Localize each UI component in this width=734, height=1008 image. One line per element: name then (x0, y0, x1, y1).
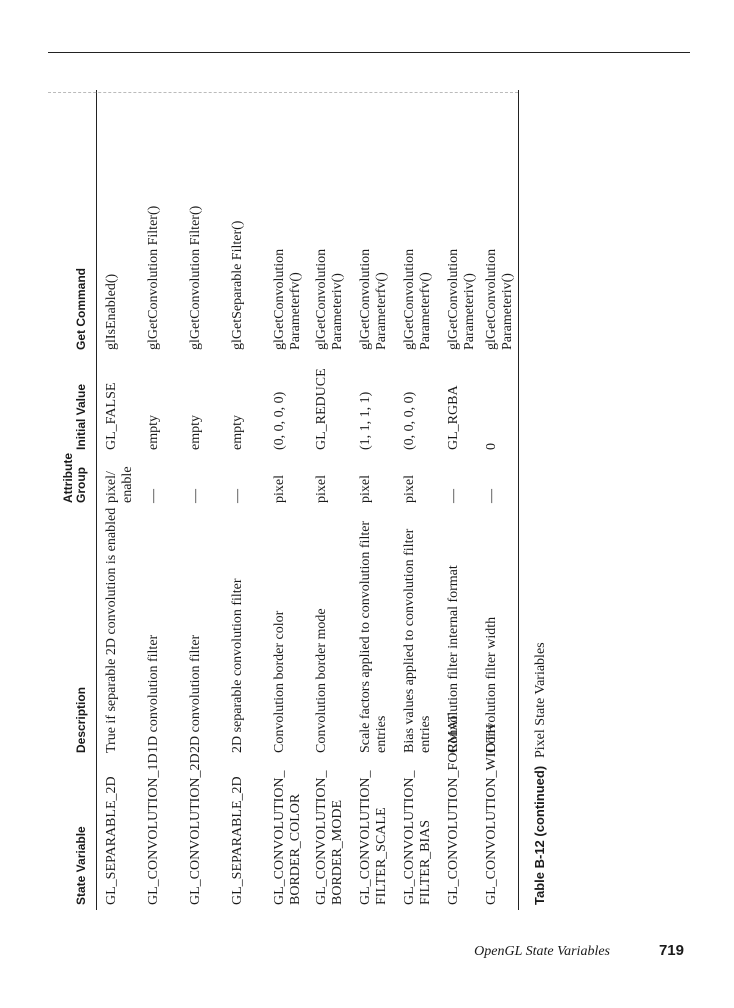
cell-state-variable: GL_CONVOLUTION_WIDTH (484, 723, 499, 905)
cell-get-command: glGetConvolution Filter() (146, 205, 161, 350)
page-number: 719 (658, 942, 684, 959)
cell-get-command: glGetConvolution Parameterfv() (358, 248, 389, 350)
cell-attribute-group: pixel (314, 475, 329, 503)
table-right-rule (48, 92, 518, 93)
cell-state-variable: GL_SEPARABLE_2D (230, 776, 245, 905)
cell-attribute-group: — (188, 489, 203, 503)
cell-initial-value: GL_RGBA (446, 385, 461, 450)
header-initial-value: Initial Value (74, 383, 88, 450)
cell-get-command: glGetConvolution Parameterfv() (272, 248, 303, 350)
table-caption-text: Pixel State Variables (533, 642, 548, 758)
cell-description: Convolution border mode (314, 608, 329, 753)
table-caption (532, 642, 549, 905)
cell-attribute-group: — (446, 489, 461, 503)
cell-state-variable: GL_SEPARABLE_2D (104, 776, 119, 905)
cell-get-command: glIsEnabled() (104, 273, 119, 350)
cell-initial-value: 0 (484, 443, 499, 450)
cell-description: 2D convolution filter (188, 634, 203, 753)
cell-attribute-group: pixel/ enable (104, 466, 135, 503)
cell-initial-value: empty (146, 415, 161, 450)
cell-description: 2D separable convolution filter (230, 578, 245, 753)
cell-get-command: glGetConvolution Parameterfv() (402, 248, 433, 350)
cell-state-variable: GL_CONVOLUTION_ FILTER_SCALE (358, 770, 389, 905)
header-get-command: Get Command (74, 267, 88, 350)
cell-initial-value: GL_REDUCE (314, 368, 329, 450)
cell-attribute-group: — (484, 489, 499, 503)
table-bottom-rule (518, 90, 519, 910)
cell-state-variable: GL_CONVOLUTION_ BORDER_MODE (314, 770, 345, 905)
cell-initial-value: (0, 0, 0, 0) (402, 391, 417, 450)
cell-description: Convolution filter internal format (446, 565, 461, 753)
cell-initial-value: empty (230, 415, 245, 450)
cell-attribute-group: pixel (402, 475, 417, 503)
cell-description: Convolution border color (272, 610, 287, 753)
cell-initial-value: (0, 0, 0, 0) (272, 391, 287, 450)
cell-get-command: glGetConvolution Parameteriv() (446, 248, 477, 350)
cell-get-command: glGetConvolution Filter() (188, 205, 203, 350)
cell-state-variable: GL_CONVOLUTION_ FILTER_BIAS (402, 770, 433, 905)
header-state-variable: State Variable (74, 826, 88, 905)
header-attribute-group: Attribute Group (61, 453, 88, 503)
running-footer-title: OpenGL State Variables (474, 944, 610, 959)
cell-initial-value: empty (188, 415, 203, 450)
cell-attribute-group: — (230, 489, 245, 503)
cell-state-variable: GL_CONVOLUTION_FORMAT (446, 713, 461, 905)
cell-initial-value: GL_FALSE (104, 382, 119, 450)
cell-attribute-group: pixel (272, 475, 287, 503)
cell-get-command: glGetSeparable Filter() (230, 220, 245, 350)
table-caption-label: Table B-12 (continued) (532, 765, 547, 905)
cell-attribute-group: pixel (358, 475, 373, 503)
cell-description: Convolution filter width (484, 616, 499, 753)
cell-description: True if separable 2D convolution is enabled (104, 507, 119, 753)
cell-attribute-group: — (146, 489, 161, 503)
cell-state-variable: GL_CONVOLUTION_1D (146, 753, 161, 905)
cell-state-variable: GL_CONVOLUTION_ BORDER_COLOR (272, 770, 303, 905)
cell-initial-value: (1, 1, 1, 1) (358, 391, 373, 450)
rotated-table-block (48, 90, 588, 910)
cell-description: 1D convolution filter (146, 634, 161, 753)
top-rule (48, 52, 690, 53)
cell-get-command: glGetConvolution Parameteriv() (484, 248, 515, 350)
cell-description: Bias values applied to convolution filter entries (402, 528, 433, 753)
table-header (48, 90, 97, 910)
cell-get-command: glGetConvolution Parameteriv() (314, 248, 345, 350)
header-description: Description (74, 686, 88, 753)
cell-state-variable: GL_CONVOLUTION_2D (188, 753, 203, 905)
cell-description: Scale factors applied to convolution filter entries (358, 520, 389, 753)
